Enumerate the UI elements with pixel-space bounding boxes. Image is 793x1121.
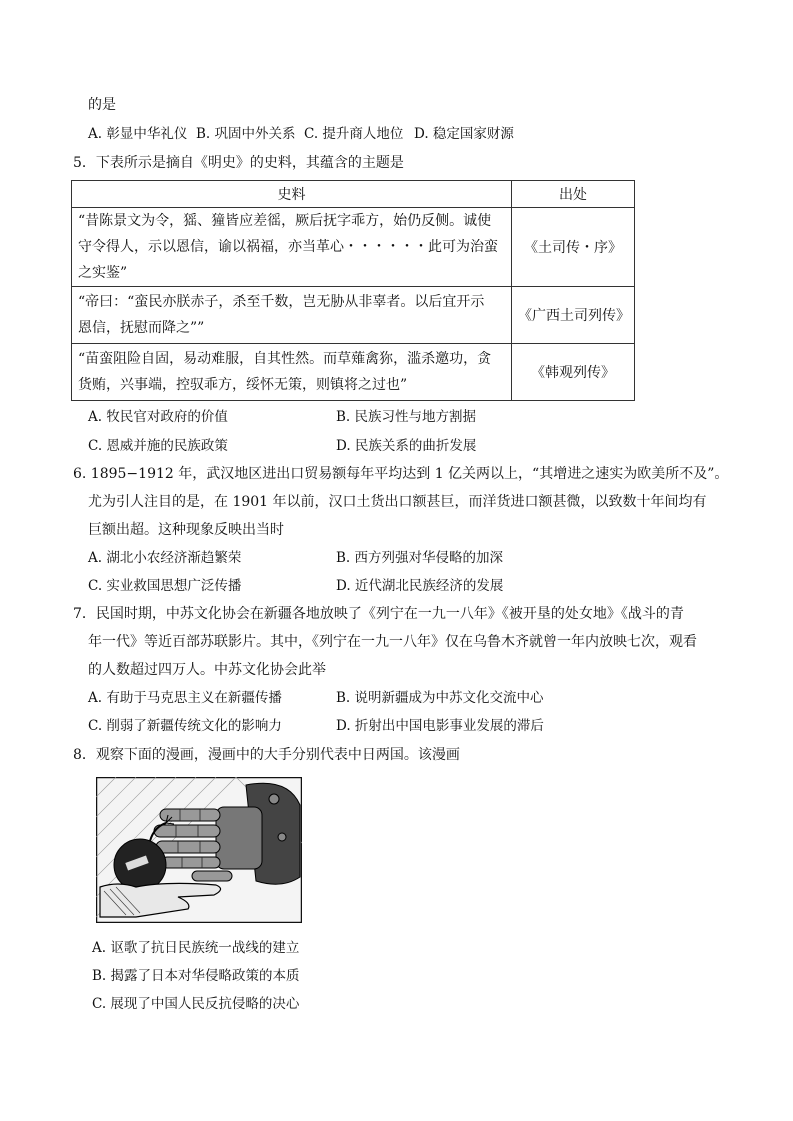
quote-line: 恩信，抚慰而降之”” [78,320,205,336]
quote-cell [72,208,512,287]
q7-option-d: D. 折射出中国电影事业发展的滞后 [336,718,544,734]
cartoon-image [96,777,302,923]
q4-option-c: C. 提升商人地位 [304,126,404,142]
q4-stem-tail: 的是 [88,97,116,113]
q7-option-b: B. 说明新疆成为中苏文化交流中心 [336,690,544,706]
q4-option-b: B. 巩固中外关系 [196,126,296,142]
q4-option-d: D. 稳定国家财源 [414,126,514,142]
q8-option-a: A. 讴歌了抗日民族统一战线的建立 [92,940,300,956]
header-source-text: 史料 [72,181,512,208]
quote-cell [72,344,512,401]
q6-option-d: D. 近代湖北民族经济的发展 [336,578,504,594]
table-row [72,208,635,287]
q8-option-b: B. 揭露了日本对华侵略政策的本质 [92,968,300,984]
quote-line: 守令得人，示以恩信，谕以祸福，亦当革心・・・・・・此可为治蛮 [78,239,498,255]
quote-line: “帝曰：“蛮民亦朕赤子，杀至千数，岂无胁从非辜者。以后宜开示 [78,294,485,310]
q5-option-c: C. 恩威并施的民族政策 [88,438,228,454]
quote-line: 之实鉴” [78,265,128,281]
quote-line: “苗蛮阻险自固，易动难服，自其性然。而草薙禽狝，滥杀邀功，贪 [78,351,492,367]
q6-option-a: A. 湖北小农经济渐趋繁荣 [88,550,242,566]
q4-option-a: A. 彰显中华礼仪 [88,126,188,142]
q7-stem-line: 的人数超过四万人。中苏文化协会此举 [88,662,326,678]
q5-stem: 5．下表所示是摘自《明史》的史料，其蕴含的主题是 [73,155,404,171]
q6-stem-line: 6. 1895−1912 年，武汉地区进出口贸易额每年平均达到 1 亿关两以上，“其增进之速实为欧美所不及”。 [73,466,729,482]
table-row [72,344,635,401]
quote-line: 货贿，兴事端，控驭乖方，绥怀无策，则镇将之过也” [78,377,408,393]
q6-option-c: C. 实业救国思想广泛传播 [88,578,242,594]
q7-stem-line: 7．民国时期，中苏文化协会在新疆各地放映了《列宁在一九一八年》《被开垦的处女地》《战斗的青 [73,606,684,622]
q8-option-c: C. 展现了中国人民反抗侵略的决心 [92,996,300,1012]
q8-stem: 8．观察下面的漫画，漫画中的大手分别代表中日两国。该漫画 [73,747,460,763]
source-cell: 《广西土司列传》 [512,287,635,344]
table-header-row [72,181,635,208]
quote-cell [72,287,512,344]
q6-option-b: B. 西方列强对华侵略的加深 [336,550,504,566]
q7-option-a: A. 有助于马克思主义在新疆传播 [88,690,282,706]
q6-stem-line: 巨额出超。这种现象反映出当时 [88,522,284,538]
q6-stem-line: 尤为引人注目的是，在 1901 年以前，汉口土货出口额甚巨，而洋货进口额甚微，以致数十年间均有 [88,494,707,510]
header-origin: 出处 [512,181,635,208]
table-row [72,287,635,344]
source-cell: 《土司传・序》 [512,208,635,287]
quote-line: “昔陈景文为令，猺、獞皆应差徭，厥后抚字乖方，始仍反侧。诚使 [78,213,492,229]
q5-option-a: A. 牧民官对政府的价值 [88,409,228,425]
source-cell: 《韩观列传》 [512,344,635,401]
q7-stem-line: 年一代》等近百部苏联影片。其中，《列宁在一九一八年》仅在乌鲁木齐就曾一年内放映七次，观看 [88,634,697,650]
q5-option-b: B. 民族习性与地方割据 [336,409,477,425]
q5-option-d: D. 民族关系的曲折发展 [336,438,477,454]
q7-option-c: C. 削弱了新疆传统文化的影响力 [88,718,282,734]
q5-source-table [71,180,635,401]
